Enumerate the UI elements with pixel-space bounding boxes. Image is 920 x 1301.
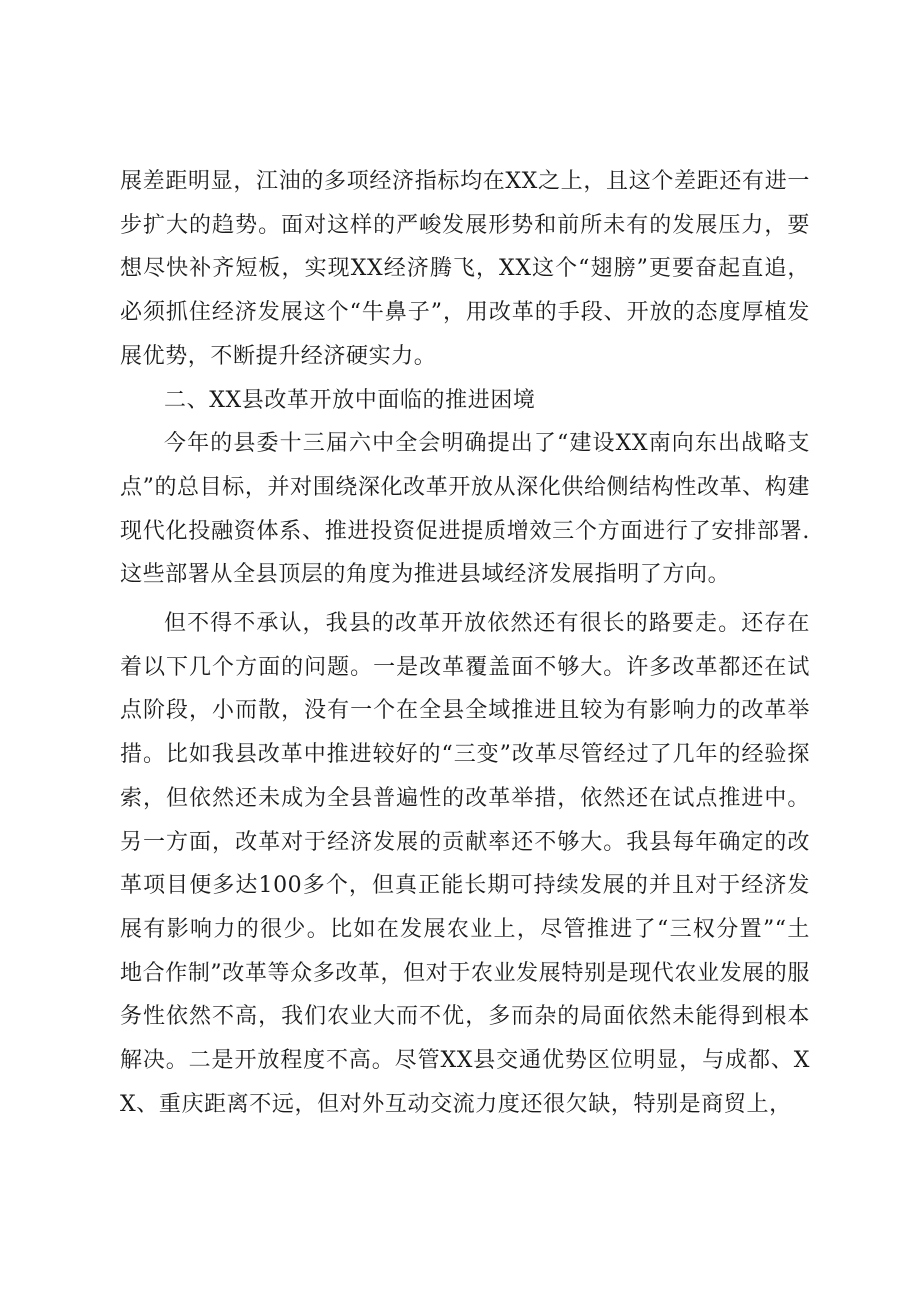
paragraph-goal: 今年的县委十三届六中全会明确提出了“建设XX南向东出战略支点”的总目标，并对围绕深化改革开放从深化供给侧结构性改革、构建现代化投融资体系、推进投资促进提质增效三个方面进行了安排部署.这些部署从全县顶层的角度为推进县域经济发展指明了方向。 <box>120 431 810 588</box>
paragraph-continued: 展差距明显，江油的多项经济指标均在XX之上，且这个差距还有进一步扩大的趋势。面对这样的严峻发展形势和前所未有的发展压力，要想尽快补齐短板，实现XX经济腾飞，XX这个“翅膀”更要奋起直追，必须抓住经济发展这个“牛鼻子”，用改革的手段、开放的态度厚植发展优势，不断提升经济硬实力。 <box>120 169 810 369</box>
paragraph-problems: 但不得不承认，我县的改革开放依然还有很长的路要走。还存在着以下几个方面的问题。一是改革覆盖面不够大。许多改革都还在试点阶段，小而散，没有一个在全县全域推进且较为有影响力的改革举措。比如我县改革中推进较好的“三变”改革尽管经过了几年的经验探索，但依然还未成为全县普遍性的改革举措，依然还在试点推进中。另一方面，改革对于经济发展的贡献率还不够大。我县每年确定的改革项目便多达100多个，但真正能长期可持续发展的并且对于经济发展有影响力的很少。比如在发展农业上，尽管推进了“三权分置”“土地合作制”改革等众多改革，但对于农业发展特别是现代农业发展的服务性依然不高，我们农业大而不优，多而杂的局面依然未能得到根本解决。二是开放程度不高。尽管XX县交通优势区位明显，与成都、XX、重庆距离不远，但对外互动交流力度还很欠缺，特别是商贸上， <box>120 611 810 1117</box>
document-body <box>120 160 810 1126</box>
section-heading: 二、XX县改革开放中面临的推进困境 <box>164 387 536 413</box>
